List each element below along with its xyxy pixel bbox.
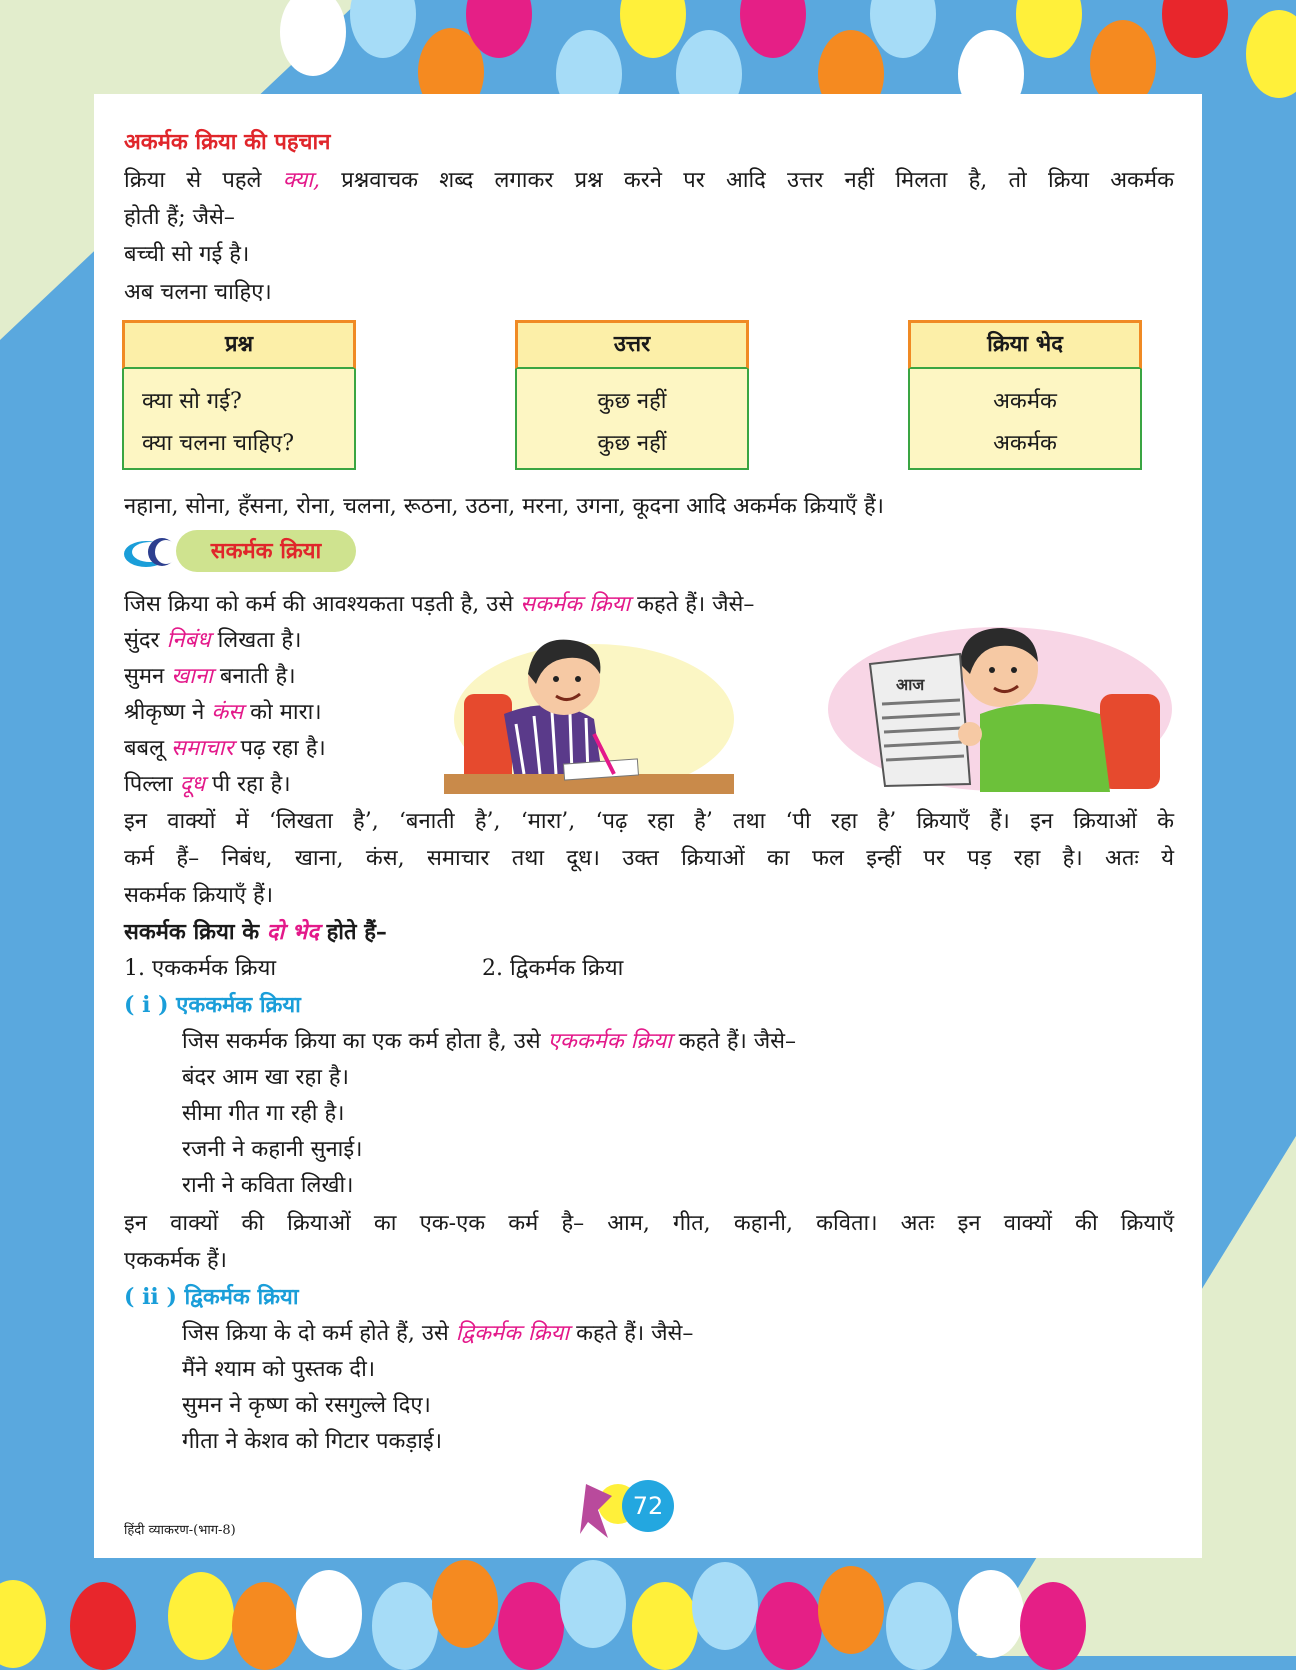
sakarmak-example (124, 622, 301, 659)
dwikarmak-example: सुमन ने कृष्ण को रसगुल्ले दिए। (182, 1393, 431, 1418)
sakarmak-example (124, 694, 322, 731)
sakarmak-explain-line3: सकर्मक क्रियाएँ हैं। (124, 883, 274, 908)
decorative-dot (1162, 0, 1228, 58)
dwikarmak-example: गीता ने केशव को गिटार पकड़ाई। (182, 1429, 443, 1454)
text-segment: श्रीकृष्ण ने (124, 700, 205, 725)
text-segment: होते हैं– (326, 919, 387, 945)
decorative-dot (432, 1560, 498, 1648)
ekkarmak-heading: ( i ) एककर्मक क्रिया (124, 992, 301, 1018)
type-item-2: 2. द्विकर्मक क्रिया (482, 956, 624, 981)
ekkarmak-definition (182, 1023, 796, 1060)
footer-book-title: हिंदी व्याकरण-(भाग-8) (124, 1523, 236, 1538)
sakarmak-example (124, 766, 291, 803)
decorative-dot (168, 1572, 234, 1660)
highlight-word: खाना (171, 664, 213, 689)
decorative-dot (0, 1580, 46, 1668)
decorative-dot (1020, 1582, 1086, 1670)
decorative-dot (620, 0, 686, 58)
text-segment: कहते हैं। जैसे– (637, 592, 755, 617)
text-segment: जिस क्रिया के दो कर्म होते हैं, उसे (182, 1321, 449, 1346)
type-item-1: 1. एककर्मक क्रिया (124, 956, 277, 981)
table-header: प्रश्न (122, 320, 356, 369)
decorative-dot (756, 1582, 822, 1670)
table-cell: अकर्मक (993, 389, 1057, 414)
dwikarmak-definition (182, 1315, 693, 1352)
table-header: क्रिया भेद (908, 320, 1142, 369)
decorative-dot (870, 0, 936, 58)
highlight-word: सकर्मक क्रिया (520, 592, 631, 617)
akarmak-paragraph-line2: होती हैं; जैसे– (124, 205, 235, 230)
decorative-dot (692, 1562, 758, 1650)
section-title-pill: सकर्मक क्रिया (176, 530, 356, 572)
decorative-dot (372, 1582, 438, 1670)
sakarmak-example (124, 658, 296, 695)
table-answer (515, 320, 749, 470)
ekkarmak-example: बंदर आम खा रहा है। (182, 1065, 349, 1090)
text-segment: जिस क्रिया को कर्म की आवश्यकता पड़ती है, उसे (124, 592, 514, 617)
decorative-dot (498, 1582, 564, 1670)
man-reading-newspaper-illustration (810, 614, 1174, 794)
text-segment: सकर्मक क्रिया के (124, 919, 260, 945)
text-segment: सुमन (124, 664, 165, 689)
newspaper-masthead: आज (896, 675, 925, 694)
highlight-word: कंस (211, 700, 244, 725)
highlight-word: एककर्मक क्रिया (547, 1029, 672, 1054)
highlight-word: द्विकर्मक क्रिया (455, 1321, 570, 1346)
boy-writing-illustration (444, 624, 734, 794)
text-segment: प्रश्नवाचक शब्द लगाकर प्रश्न करने पर आदि उत्तर नहीं मिलता है, तो क्रिया अकर्मक (341, 168, 1174, 193)
table-cell: कुछ नहीं (597, 431, 667, 456)
text-segment: सुंदर (124, 628, 160, 653)
akarmak-list-line: नहाना, सोना, हँसना, रोना, चलना, रूठना, उठना, मरना, उगना, कूदना आदि अकर्मक क्रियाएँ हैं। (124, 494, 884, 519)
ekkarmak-explain-line1: इन वाक्यों की क्रियाओं का एक-एक कर्म है– आम, गीत, कहानी, कविता। अतः इन वाक्यों की क्रियाएँ (124, 1211, 1174, 1236)
akarmak-example: अब चलना चाहिए। (124, 280, 272, 305)
highlight-word: निबंध (166, 628, 211, 653)
sakarmak-explain-line2: कर्म हैं– निबंध, खाना, कंस, समाचार तथा दूध। उक्त क्रियाओं का फल इन्हीं पर पड़ रहा है। अतः ये (124, 846, 1174, 871)
text-segment: क्रिया से पहले (124, 168, 262, 193)
akarmak-example: बच्ची सो गई है। (124, 242, 250, 267)
sakarmak-explain-line1: इन वाक्यों में ‘लिखता है’, ‘बनाती है’, ‘मारा’, ‘पढ़ रहा है’ तथा ‘पी रहा है’ क्रियाएँ हैं। इन क्रियाओं के (124, 809, 1174, 834)
ekkarmak-example: सीमा गीत गा रही है। (182, 1101, 345, 1126)
table-cell: कुछ नहीं (597, 389, 667, 414)
akarmak-paragraph-line1 (124, 162, 1174, 199)
text-segment: पिल्ला (124, 772, 173, 797)
table-header: उत्तर (515, 320, 749, 369)
table-cell: क्या सो गई? (142, 389, 242, 414)
decorative-dot (296, 1570, 362, 1658)
table-question (122, 320, 356, 470)
decorative-dot (886, 1582, 952, 1670)
decorative-dot (70, 1582, 136, 1670)
sakarmak-example (124, 730, 326, 767)
decorative-dot (632, 1582, 698, 1670)
highlight-word: दो भेद (266, 919, 319, 945)
text-segment: बनाती है। (219, 664, 296, 689)
decorative-dot (1016, 0, 1082, 58)
sakarmak-definition (124, 586, 754, 623)
decorative-dot (232, 1582, 298, 1670)
text-segment: को मारा। (250, 700, 322, 725)
ekkarmak-example: रजनी ने कहानी सुनाई। (182, 1137, 363, 1162)
text-segment: जिस सकर्मक क्रिया का एक कर्म होता है, उसे (182, 1029, 541, 1054)
table-verb-type (908, 320, 1142, 470)
text-segment: कहते हैं। जैसे– (678, 1029, 797, 1054)
decorative-dot (740, 0, 806, 58)
decorative-dot (560, 1560, 626, 1648)
sakarmak-types-heading (124, 914, 387, 951)
text-segment: पढ़ रहा है। (240, 736, 326, 761)
highlight-word: समाचार (171, 736, 234, 761)
highlight-word: दूध (179, 772, 205, 797)
table-cell: अकर्मक (993, 431, 1057, 456)
text-segment: लिखता है। (217, 628, 302, 653)
decorative-dot (818, 1566, 884, 1654)
page-number: 72 (622, 1480, 674, 1532)
dwikarmak-example: मैंने श्याम को पुस्तक दी। (182, 1357, 376, 1382)
ekkarmak-example: रानी ने कविता लिखी। (182, 1173, 354, 1198)
section-swoosh-icon (120, 532, 180, 570)
text-segment: कहते हैं। जैसे– (576, 1321, 694, 1346)
decorative-dot (1246, 10, 1296, 98)
akarmak-heading: अकर्मक क्रिया की पहचान (124, 129, 331, 155)
decorative-dot (958, 1570, 1024, 1658)
ekkarmak-explain-line2: एककर्मक हैं। (124, 1248, 228, 1273)
table-cell: क्या चलना चाहिए? (142, 431, 295, 456)
highlight-word: क्या, (282, 168, 320, 193)
text-segment: पी रहा है। (211, 772, 291, 797)
text-segment: बबलू (124, 736, 165, 761)
dwikarmak-heading: ( ii ) द्विकर्मक क्रिया (124, 1284, 299, 1310)
